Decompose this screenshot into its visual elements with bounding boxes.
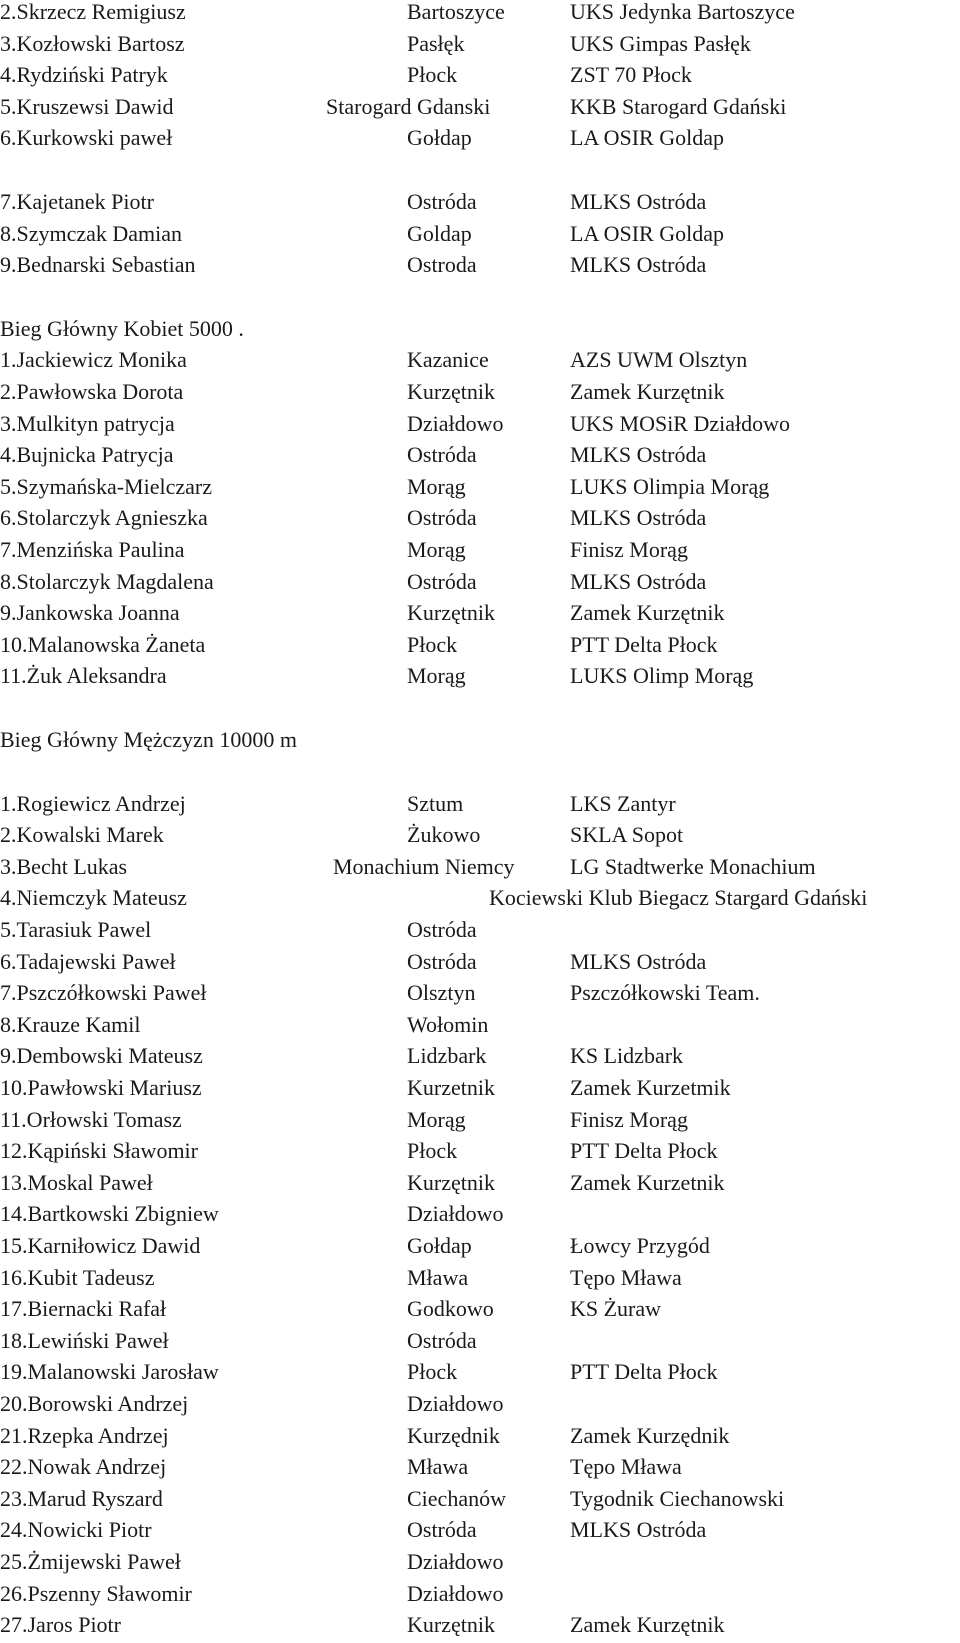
result-row: [0, 0, 960, 27]
athlete-city: Działdowo: [407, 410, 504, 436]
athlete-city: Mława: [407, 1264, 469, 1290]
athlete-club: Pszczółkowski Team.: [570, 980, 760, 1006]
athlete-city: Kurzętnik: [407, 1169, 495, 1195]
athlete-name: 4.Niemczyk Mateusz: [0, 885, 187, 911]
athlete-name: 15.Karniłowicz Dawid: [0, 1233, 201, 1258]
result-row: [0, 1010, 960, 1040]
athlete-club: PTT Delta Płock: [570, 1359, 718, 1385]
athlete-name: 9.Bednarski Sebastian: [0, 252, 196, 278]
result-row: [0, 377, 960, 407]
athlete-club: Zamek Kurzętnik: [570, 379, 725, 404]
result-row: [0, 661, 960, 691]
athlete-club: ZST 70 Płock: [570, 62, 692, 88]
athlete-name: 9.Dembowski Mateusz: [0, 1043, 203, 1069]
athlete-club: Zamek Kurzędnik: [570, 1422, 730, 1448]
result-row: [0, 1073, 960, 1103]
athlete-club: MLKS Ostróda: [570, 442, 707, 468]
athlete-club: PTT Delta Płock: [570, 1138, 718, 1164]
athlete-city: Gołdap: [407, 1233, 472, 1258]
result-row: [0, 535, 960, 565]
athlete-name: 6.Stolarczyk Agnieszka: [0, 505, 208, 531]
athlete-name: 4.Bujnicka Patrycja: [0, 442, 174, 468]
athlete-city: Mława: [407, 1454, 469, 1480]
athlete-city: Płock: [407, 1138, 458, 1164]
result-row: [0, 409, 960, 439]
athlete-club: MLKS Ostróda: [570, 252, 707, 278]
result-row: [0, 1452, 960, 1482]
athlete-club: Finisz Morąg: [570, 537, 688, 562]
section-heading: [0, 314, 960, 344]
athlete-club: Zamek Kurzętnik: [570, 1612, 725, 1638]
result-row: [0, 947, 960, 977]
result-row: [0, 1263, 960, 1293]
athlete-name: 2.Skrzecz Remigiusz: [0, 0, 186, 24]
athlete-name: 7.Menzińska Paulina: [0, 537, 185, 562]
athlete-city: Bartoszyce: [407, 0, 505, 24]
athlete-club: Kociewski Klub Biegacz Stargard Gdański: [489, 885, 868, 911]
athlete-name: 13.Moskal Paweł: [0, 1169, 153, 1195]
athlete-name: 11.Orłowski Tomasz: [0, 1106, 182, 1132]
athlete-name: 3.Kozłowski Bartosz: [0, 30, 185, 56]
athlete-city: Kurzędnik: [407, 1422, 500, 1448]
athlete-club: KKB Starogard Gdański: [570, 93, 787, 119]
athlete-city: Płock: [407, 62, 458, 88]
athlete-name: 16.Kubit Tadeusz: [0, 1264, 155, 1290]
athlete-club: MLKS Ostróda: [570, 505, 707, 531]
athlete-name: 14.Bartkowski Zbigniew: [0, 1201, 219, 1227]
athlete-club: Zamek Kurzetmik: [570, 1075, 731, 1100]
result-row: [0, 1136, 960, 1166]
athlete-name: 27.Jaros Piotr: [0, 1612, 121, 1638]
athlete-city: Ostróda: [407, 568, 477, 594]
athlete-name: 18.Lewiński Paweł: [0, 1327, 169, 1353]
result-row: [0, 1199, 960, 1229]
result-row: [0, 1579, 960, 1609]
athlete-club: KS Lidzbark: [570, 1043, 684, 1069]
section-heading: [0, 725, 960, 755]
result-row: [0, 883, 960, 913]
athlete-name: 4.Rydziński Patryk: [0, 62, 168, 88]
athlete-name: 8.Krauze Kamil: [0, 1011, 141, 1037]
athlete-city: Kurzętnik: [407, 600, 495, 626]
section-heading-text: Bieg Główny Kobiet 5000 .: [0, 315, 244, 341]
athlete-city: Płock: [407, 1359, 458, 1385]
result-row: [0, 1357, 960, 1387]
athlete-city: Sztum: [407, 790, 464, 816]
result-row: [0, 820, 960, 850]
athlete-city: Morąg: [407, 473, 466, 499]
result-row: [0, 567, 960, 597]
result-row: [0, 472, 960, 502]
athlete-club: Tygodnik Ciechanowski: [570, 1485, 785, 1511]
athlete-club: Zamek Kurzętnik: [570, 600, 725, 626]
athlete-name: 5.Szymańska-Mielczarz: [0, 473, 212, 499]
result-row: [0, 1326, 960, 1356]
athlete-name: 12.Kąpiński Sławomir: [0, 1138, 198, 1164]
result-row: [0, 598, 960, 628]
athlete-club: LUKS Olimpia Morąg: [570, 473, 770, 499]
athlete-club: UKS MOSiR Działdowo: [570, 410, 791, 436]
result-row: [0, 1610, 960, 1640]
athlete-club: LKS Zantyr: [570, 790, 676, 816]
athlete-city: Morąg: [407, 537, 466, 562]
athlete-club: LA OSIR Goldap: [570, 220, 724, 246]
athlete-name: 25.Żmijewski Paweł: [0, 1549, 181, 1574]
athlete-name: 23.Marud Ryszard: [0, 1485, 163, 1511]
result-row: [0, 1515, 960, 1545]
result-row: [0, 1547, 960, 1577]
athlete-city: Działdowo: [407, 1549, 504, 1574]
result-row: [0, 1294, 960, 1324]
athlete-city: Działdowo: [407, 1201, 504, 1227]
athlete-city: Gołdap: [407, 125, 472, 151]
result-row: [0, 503, 960, 533]
athlete-city: Płock: [407, 631, 458, 657]
athlete-club: Tępo Mława: [570, 1454, 682, 1480]
athlete-club: AZS UWM Olsztyn: [570, 347, 748, 373]
result-row: [0, 1421, 960, 1451]
athlete-city: Goldap: [407, 220, 472, 246]
athlete-name: 8.Stolarczyk Magdalena: [0, 568, 214, 594]
athlete-name: 10.Pawłowski Mariusz: [0, 1075, 202, 1100]
result-row: [0, 1041, 960, 1071]
athlete-club: Łowcy Przygód: [570, 1233, 710, 1258]
athlete-name: 2.Pawłowska Dorota: [0, 379, 184, 404]
athlete-city: Lidzbark: [407, 1043, 487, 1069]
athlete-name: 1.Rogiewicz Andrzej: [0, 790, 186, 816]
result-row: [0, 1389, 960, 1419]
result-row: [0, 29, 960, 59]
athlete-club: SKLA Sopot: [570, 822, 684, 848]
result-row: [0, 1168, 960, 1198]
athlete-city: Godkowo: [407, 1296, 494, 1322]
result-row: [0, 1484, 960, 1514]
athlete-name: 3.Becht Lukas: [0, 853, 128, 879]
athlete-club: KS Żuraw: [570, 1296, 662, 1322]
athlete-city: Ostróda: [407, 505, 477, 531]
athlete-city: Wołomin: [407, 1011, 489, 1037]
athlete-name: 5.Kruszewsi Dawid: [0, 93, 174, 119]
athlete-name: 5.Tarasiuk Pawel: [0, 917, 152, 942]
athlete-city: Ciechanów: [407, 1485, 506, 1511]
athlete-club: UKS Jedynka Bartoszyce: [570, 0, 795, 24]
athlete-club: PTT Delta Płock: [570, 631, 718, 657]
athlete-city: Kazanice: [407, 347, 489, 373]
athlete-city: Działdowo: [407, 1580, 504, 1606]
athlete-name: 7.Pszczółkowski Paweł: [0, 980, 207, 1006]
athlete-city: Ostróda: [407, 1517, 477, 1543]
athlete-name: 11.Żuk Aleksandra: [0, 663, 167, 689]
athlete-city: Ostróda: [407, 189, 477, 214]
athlete-city: Żukowo: [407, 822, 481, 848]
result-row: [0, 123, 960, 153]
athlete-city: Ostróda: [407, 917, 477, 942]
result-row: [0, 219, 960, 249]
athlete-city: Pasłęk: [407, 30, 465, 56]
athlete-name: 17.Biernacki Rafał: [0, 1296, 167, 1322]
result-row: [0, 978, 960, 1008]
athlete-name: 3.Mulkityn patrycja: [0, 410, 175, 436]
result-row: [0, 92, 960, 122]
athlete-city: Olsztyn: [407, 980, 476, 1006]
athlete-name: 6.Kurkowski paweł: [0, 125, 173, 151]
result-row: [0, 852, 960, 882]
athlete-city: Ostroda: [407, 252, 477, 278]
section-heading-text: Bieg Główny Mężczyzn 10000 m: [0, 727, 297, 752]
athlete-city: Morąg: [407, 663, 466, 689]
athlete-city: Kurzętnik: [407, 379, 495, 404]
athlete-city: Kurzętnik: [407, 1612, 495, 1638]
athlete-name: 7.Kajetanek Piotr: [0, 189, 154, 214]
athlete-city: Ostróda: [407, 1327, 477, 1353]
athlete-name: 20.Borowski Andrzej: [0, 1391, 189, 1416]
athlete-name: 24.Nowicki Piotr: [0, 1517, 152, 1543]
result-row: [0, 187, 960, 217]
result-row: [0, 915, 960, 945]
athlete-city: Działdowo: [407, 1391, 504, 1416]
result-row: [0, 630, 960, 660]
athlete-city: Morąg: [407, 1106, 466, 1132]
athlete-city: Ostróda: [407, 442, 477, 468]
athlete-city: Ostróda: [407, 948, 477, 974]
athlete-name: 26.Pszenny Sławomir: [0, 1580, 192, 1606]
athlete-club: MLKS Ostróda: [570, 568, 707, 594]
athlete-name: 1.Jackiewicz Monika: [0, 347, 187, 373]
result-row: [0, 789, 960, 819]
result-row: [0, 1231, 960, 1261]
result-row: [0, 345, 960, 375]
athlete-name: 9.Jankowska Joanna: [0, 600, 180, 626]
athlete-club: UKS Gimpas Pasłęk: [570, 30, 751, 56]
athlete-name: 19.Malanowski Jarosław: [0, 1359, 219, 1385]
athlete-club: MLKS Ostróda: [570, 189, 707, 214]
athlete-club: Zamek Kurzetnik: [570, 1169, 725, 1195]
athlete-name: 10.Malanowska Żaneta: [0, 631, 206, 657]
athlete-name: 21.Rzepka Andrzej: [0, 1422, 169, 1448]
athlete-city: Monachium Niemcy: [333, 853, 515, 879]
athlete-city: Starogard Gdanski: [326, 93, 491, 119]
athlete-club: Finisz Morąg: [570, 1106, 688, 1132]
athlete-club: Tępo Mława: [570, 1264, 682, 1290]
result-row: [0, 1105, 960, 1135]
athlete-club: LG Stadtwerke Monachium: [570, 853, 816, 879]
result-row: [0, 250, 960, 280]
result-row: [0, 440, 960, 470]
athlete-club: LUKS Olimp Morąg: [570, 663, 754, 689]
athlete-name: 2.Kowalski Marek: [0, 822, 164, 848]
result-row: [0, 60, 960, 90]
athlete-club: MLKS Ostróda: [570, 1517, 707, 1543]
athlete-club: LA OSIR Goldap: [570, 125, 724, 151]
athlete-city: Kurzetnik: [407, 1075, 495, 1100]
athlete-name: 8.Szymczak Damian: [0, 220, 183, 246]
athlete-name: 22.Nowak Andrzej: [0, 1454, 167, 1480]
athlete-club: MLKS Ostróda: [570, 948, 707, 974]
athlete-name: 6.Tadajewski Paweł: [0, 948, 176, 974]
